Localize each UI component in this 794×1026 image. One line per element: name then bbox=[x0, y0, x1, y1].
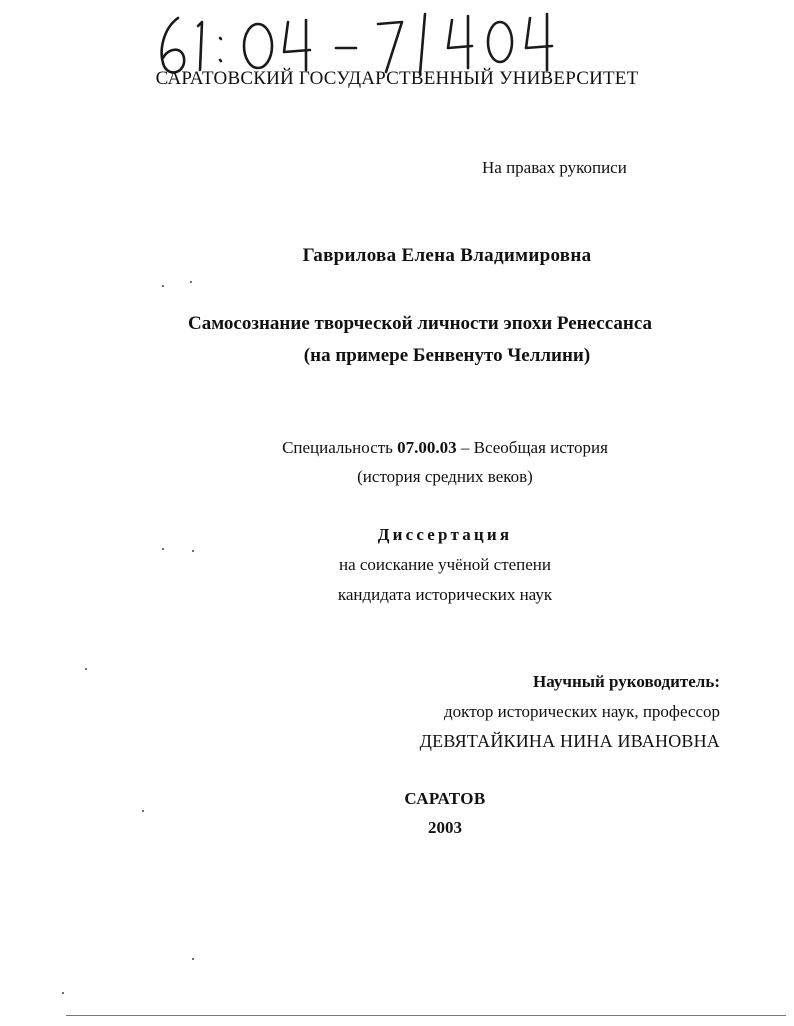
degree-line-2: кандидата исторических наук bbox=[337, 585, 553, 604]
dissertation-label: Диссертация bbox=[377, 525, 513, 544]
specialty-line bbox=[0, 438, 794, 458]
thesis-title-line-1: Самосознание творческой личности эпохи Ренессанса bbox=[188, 313, 652, 334]
supervisor-title: доктор исторических наук, профессор bbox=[444, 702, 720, 721]
supervisor-label: Научный руководитель: bbox=[533, 672, 720, 691]
specialty-branch: (история средних веков) bbox=[357, 467, 533, 486]
rights-note: На правах рукописи bbox=[482, 158, 627, 177]
specialty-suffix: – Всеобщая история bbox=[460, 438, 608, 457]
year: 2003 bbox=[428, 818, 462, 837]
specialty-prefix: Специальность bbox=[282, 438, 393, 457]
city: САРАТОВ bbox=[404, 789, 486, 808]
thesis-title-line-2: (на примере Бенвенуто Челлини) bbox=[303, 345, 591, 366]
scan-speck bbox=[142, 810, 144, 812]
author-name: Гаврилова Елена Владимировна bbox=[302, 245, 592, 266]
scan-edge-line bbox=[66, 1015, 786, 1016]
supervisor-name: ДЕВЯТАЙКИНА НИНА ИВАНОВНА bbox=[419, 731, 720, 751]
scan-speck bbox=[162, 548, 164, 550]
scan-speck bbox=[162, 285, 164, 287]
specialty-code: 07.00.03 bbox=[397, 438, 457, 457]
scan-speck bbox=[192, 958, 194, 960]
scan-speck bbox=[192, 550, 194, 552]
degree-line-1: на соискание учёной степени bbox=[338, 555, 552, 574]
scan-speck bbox=[190, 281, 192, 283]
university-name: САРАТОВСКИЙ ГОСУДАРСТВЕННЫЙ УНИВЕРСИТЕТ bbox=[155, 68, 639, 89]
scan-speck bbox=[62, 992, 64, 994]
scan-speck bbox=[85, 668, 87, 670]
